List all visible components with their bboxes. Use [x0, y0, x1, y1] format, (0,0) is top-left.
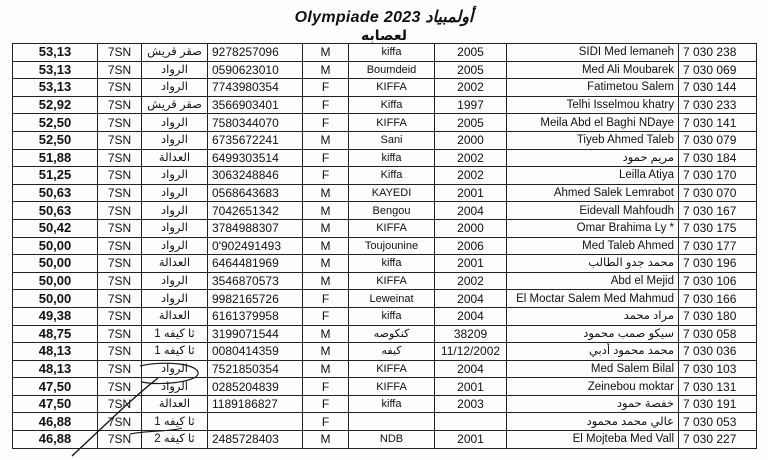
- id-cell: 7 030 053: [679, 413, 757, 431]
- birthplace-cell: KIFFA: [349, 219, 435, 237]
- score-cell: 50,00: [13, 255, 98, 273]
- sex-cell: M: [303, 44, 349, 62]
- birthplace-cell: KIFFA: [349, 360, 435, 378]
- id-cell: 7 030 233: [679, 96, 757, 114]
- sex-cell: M: [303, 131, 349, 149]
- school-cell: الرواد: [142, 114, 208, 132]
- school-cell: ثا كيفه 1: [142, 413, 208, 431]
- class-cell: 7SN: [98, 395, 142, 413]
- school-cell: الرواد: [142, 290, 208, 308]
- sex-cell: M: [303, 61, 349, 79]
- score-cell: 49,38: [13, 307, 98, 325]
- id-cell: 7 030 079: [679, 131, 757, 149]
- school-cell: ثا كيفه 1: [142, 343, 208, 361]
- id-cell: 7 030 036: [679, 343, 757, 361]
- score-cell: 50,00: [13, 272, 98, 290]
- table-row: [13, 272, 757, 290]
- table-row: [13, 149, 757, 167]
- id-cell: 7 030 069: [679, 61, 757, 79]
- page-subtitle: لعصابه: [361, 27, 407, 43]
- table-row: [13, 395, 757, 413]
- school-cell: الرواد: [142, 360, 208, 378]
- id-cell: 7 030 196: [679, 255, 757, 273]
- id-cell: 7 030 175: [679, 219, 757, 237]
- sex-cell: F: [303, 395, 349, 413]
- table-row: [13, 114, 757, 132]
- birthyear-cell: 38209: [435, 325, 507, 343]
- name-cell: Eidevall Mahfoudh: [507, 202, 679, 220]
- phone-cell: [208, 413, 303, 431]
- phone-cell: 3063248846: [208, 167, 303, 185]
- table-row: [13, 413, 757, 431]
- score-cell: 50,63: [13, 184, 98, 202]
- class-cell: 7SN: [98, 307, 142, 325]
- class-cell: 7SN: [98, 167, 142, 185]
- score-cell: 53,13: [13, 79, 98, 97]
- phone-cell: 0285204839: [208, 378, 303, 396]
- phone-cell: 6464481969: [208, 255, 303, 273]
- class-cell: 7SN: [98, 44, 142, 62]
- class-cell: 7SN: [98, 431, 142, 449]
- phone-cell: 7042651342: [208, 202, 303, 220]
- school-cell: العدالة: [142, 149, 208, 167]
- class-cell: 7SN: [98, 255, 142, 273]
- birthyear-cell: 2004: [435, 307, 507, 325]
- birthyear-cell: 2005: [435, 114, 507, 132]
- id-cell: 7 030 238: [679, 44, 757, 62]
- school-cell: صقر قريش: [142, 96, 208, 114]
- birthplace-cell: Toujounine: [349, 237, 435, 255]
- table-row: [13, 79, 757, 97]
- birthyear-cell: 2001: [435, 378, 507, 396]
- class-cell: 7SN: [98, 272, 142, 290]
- sex-cell: M: [303, 431, 349, 449]
- phone-cell: 7521850354: [208, 360, 303, 378]
- phone-cell: 0080414359: [208, 343, 303, 361]
- birthyear-cell: 2002: [435, 149, 507, 167]
- name-cell: محمد جدو الطالب: [507, 255, 679, 273]
- sex-cell: F: [303, 167, 349, 185]
- class-cell: 7SN: [98, 114, 142, 132]
- class-cell: 7SN: [98, 325, 142, 343]
- birthyear-cell: 2004: [435, 290, 507, 308]
- birthplace-cell: kiffa: [349, 255, 435, 273]
- birthplace-cell: كيفه: [349, 343, 435, 361]
- birthplace-cell: Leweinat: [349, 290, 435, 308]
- name-cell: مريم حمود: [507, 149, 679, 167]
- class-cell: 7SN: [98, 290, 142, 308]
- class-cell: 7SN: [98, 219, 142, 237]
- birthplace-cell: Boumdeid: [349, 61, 435, 79]
- score-cell: 50,00: [13, 237, 98, 255]
- sex-cell: M: [303, 360, 349, 378]
- score-cell: 46,88: [13, 431, 98, 449]
- id-cell: 7 030 166: [679, 290, 757, 308]
- class-cell: 7SN: [98, 61, 142, 79]
- class-cell: 7SN: [98, 131, 142, 149]
- score-cell: 52,50: [13, 114, 98, 132]
- birthyear-cell: 2000: [435, 219, 507, 237]
- name-cell: SIDI Med lemaneh: [507, 44, 679, 62]
- sex-cell: F: [303, 307, 349, 325]
- table-row: [13, 96, 757, 114]
- name-cell: مراد محمد: [507, 307, 679, 325]
- birthplace-cell: KIFFA: [349, 114, 435, 132]
- birthplace-cell: Bengou: [349, 202, 435, 220]
- table-row: [13, 343, 757, 361]
- sex-cell: M: [303, 272, 349, 290]
- sex-cell: F: [303, 290, 349, 308]
- birthplace-cell: NDB: [349, 431, 435, 449]
- sex-cell: M: [303, 325, 349, 343]
- sex-cell: M: [303, 343, 349, 361]
- table-row: [13, 202, 757, 220]
- birthyear-cell: 2002: [435, 79, 507, 97]
- birthplace-cell: [349, 413, 435, 431]
- table-body: [13, 44, 757, 449]
- id-cell: 7 030 106: [679, 272, 757, 290]
- id-cell: 7 030 103: [679, 360, 757, 378]
- id-cell: 7 030 141: [679, 114, 757, 132]
- score-cell: 50,00: [13, 290, 98, 308]
- phone-cell: 7580344070: [208, 114, 303, 132]
- score-cell: 51,25: [13, 167, 98, 185]
- name-cell: محمد محمود أدبي: [507, 343, 679, 361]
- birthplace-cell: Sani: [349, 131, 435, 149]
- sex-cell: M: [303, 219, 349, 237]
- school-cell: الرواد: [142, 219, 208, 237]
- id-cell: 7 030 058: [679, 325, 757, 343]
- school-cell: الرواد: [142, 237, 208, 255]
- name-cell: Omar Brahima Ly *: [507, 219, 679, 237]
- phone-cell: 9278257096: [208, 44, 303, 62]
- table-row: [13, 307, 757, 325]
- name-cell: Abd el Mejid: [507, 272, 679, 290]
- sex-cell: M: [303, 255, 349, 273]
- phone-cell: 9982165726: [208, 290, 303, 308]
- birthyear-cell: 2004: [435, 202, 507, 220]
- score-cell: 46,88: [13, 413, 98, 431]
- table-row: [13, 431, 757, 449]
- birthyear-cell: 2004: [435, 360, 507, 378]
- phone-cell: 1189186827: [208, 395, 303, 413]
- phone-cell: 6161379958: [208, 307, 303, 325]
- score-cell: 53,13: [13, 61, 98, 79]
- table-row: [13, 255, 757, 273]
- class-cell: 7SN: [98, 378, 142, 396]
- class-cell: 7SN: [98, 149, 142, 167]
- birthplace-cell: كنكوصه: [349, 325, 435, 343]
- phone-cell: 3546870573: [208, 272, 303, 290]
- name-cell: سيكو صمب محمود: [507, 325, 679, 343]
- birthplace-cell: KAYEDI: [349, 184, 435, 202]
- table-row: [13, 325, 757, 343]
- sex-cell: F: [303, 413, 349, 431]
- sex-cell: F: [303, 114, 349, 132]
- sex-cell: F: [303, 149, 349, 167]
- id-cell: 7 030 167: [679, 202, 757, 220]
- birthplace-cell: kiffa: [349, 307, 435, 325]
- score-cell: 50,42: [13, 219, 98, 237]
- table-row: [13, 237, 757, 255]
- score-cell: 47,50: [13, 378, 98, 396]
- phone-cell: 3784988307: [208, 219, 303, 237]
- school-cell: العدالة: [142, 395, 208, 413]
- sex-cell: F: [303, 79, 349, 97]
- table-row: [13, 167, 757, 185]
- birthyear-cell: 2005: [435, 61, 507, 79]
- id-cell: 7 030 170: [679, 167, 757, 185]
- school-cell: صقر قريش: [142, 44, 208, 62]
- class-cell: 7SN: [98, 184, 142, 202]
- name-cell: Med Salem Bilal: [507, 360, 679, 378]
- birthplace-cell: kiffa: [349, 44, 435, 62]
- birthyear-cell: 11/12/2002: [435, 343, 507, 361]
- name-cell: Zeinebou moktar: [507, 378, 679, 396]
- birthyear-cell: 2000: [435, 131, 507, 149]
- score-cell: 50,63: [13, 202, 98, 220]
- birthplace-cell: kiffa: [349, 149, 435, 167]
- school-cell: الرواد: [142, 202, 208, 220]
- class-cell: 7SN: [98, 96, 142, 114]
- score-cell: 48,75: [13, 325, 98, 343]
- birthyear-cell: 2005: [435, 44, 507, 62]
- table-row: [13, 184, 757, 202]
- phone-cell: 2485728403: [208, 431, 303, 449]
- school-cell: الرواد: [142, 167, 208, 185]
- name-cell: Med Taleb Ahmed: [507, 237, 679, 255]
- sex-cell: F: [303, 378, 349, 396]
- birthyear-cell: 2002: [435, 167, 507, 185]
- class-cell: 7SN: [98, 79, 142, 97]
- score-cell: 48,13: [13, 360, 98, 378]
- birthyear-cell: 2006: [435, 237, 507, 255]
- school-cell: الرواد: [142, 131, 208, 149]
- school-cell: الرواد: [142, 272, 208, 290]
- school-cell: الرواد: [142, 184, 208, 202]
- name-cell: Tiyeb Ahmed Taleb: [507, 131, 679, 149]
- birthyear-cell: 2003: [435, 395, 507, 413]
- phone-cell: 6499303514: [208, 149, 303, 167]
- sex-cell: M: [303, 237, 349, 255]
- score-cell: 47,50: [13, 395, 98, 413]
- school-cell: الرواد: [142, 378, 208, 396]
- id-cell: 7 030 177: [679, 237, 757, 255]
- name-cell: عالي محمد محمود: [507, 413, 679, 431]
- birthplace-cell: Kiffa: [349, 167, 435, 185]
- sex-cell: M: [303, 184, 349, 202]
- score-cell: 52,50: [13, 131, 98, 149]
- birthyear-cell: 2001: [435, 184, 507, 202]
- phone-cell: 7743980354: [208, 79, 303, 97]
- school-cell: الرواد: [142, 61, 208, 79]
- phone-cell: 0590623010: [208, 61, 303, 79]
- id-cell: 7 030 131: [679, 378, 757, 396]
- phone-cell: 6735672241: [208, 131, 303, 149]
- birthplace-cell: KIFFA: [349, 79, 435, 97]
- class-cell: 7SN: [98, 360, 142, 378]
- phone-cell: 3566903401: [208, 96, 303, 114]
- table-row: [13, 131, 757, 149]
- table-row: [13, 61, 757, 79]
- school-cell: ثا كيفه 2: [142, 431, 208, 449]
- name-cell: خفصة حمود: [507, 395, 679, 413]
- phone-cell: 0'902491493: [208, 237, 303, 255]
- name-cell: Med Ali Moubarek: [507, 61, 679, 79]
- birthyear-cell: 2001: [435, 431, 507, 449]
- score-cell: 48,13: [13, 343, 98, 361]
- phone-cell: 3199071544: [208, 325, 303, 343]
- birthplace-cell: KIFFA: [349, 272, 435, 290]
- school-cell: ثا كيفه 1: [142, 325, 208, 343]
- school-cell: العدالة: [142, 307, 208, 325]
- class-cell: 7SN: [98, 237, 142, 255]
- name-cell: Ahmed Salek Lemrabot: [507, 184, 679, 202]
- table-row: [13, 44, 757, 62]
- birthyear-cell: 2002: [435, 272, 507, 290]
- name-cell: El Moctar Salem Med Mahmud: [507, 290, 679, 308]
- name-cell: Fatimetou Salem: [507, 79, 679, 97]
- birthyear-cell: 2001: [435, 255, 507, 273]
- class-cell: 7SN: [98, 413, 142, 431]
- page-title: Olympiade 2023 أولمبياد: [294, 9, 474, 26]
- id-cell: 7 030 227: [679, 431, 757, 449]
- id-cell: 7 030 180: [679, 307, 757, 325]
- score-cell: 51,88: [13, 149, 98, 167]
- birthyear-cell: [435, 413, 507, 431]
- table-row: [13, 290, 757, 308]
- table-row: [13, 378, 757, 396]
- score-cell: 53,13: [13, 44, 98, 62]
- name-cell: Meila Abd el Baghi NDaye: [507, 114, 679, 132]
- sex-cell: F: [303, 96, 349, 114]
- birthplace-cell: kiffa: [349, 395, 435, 413]
- table-row: [13, 360, 757, 378]
- id-cell: 7 030 184: [679, 149, 757, 167]
- name-cell: Telhi Isselmou khatry: [507, 96, 679, 114]
- class-cell: 7SN: [98, 202, 142, 220]
- birthyear-cell: 1997: [435, 96, 507, 114]
- id-cell: 7 030 144: [679, 79, 757, 97]
- name-cell: El Mojteba Med Vall: [507, 431, 679, 449]
- id-cell: 7 030 191: [679, 395, 757, 413]
- score-cell: 52,92: [13, 96, 98, 114]
- phone-cell: 0568643683: [208, 184, 303, 202]
- results-table: [12, 43, 757, 449]
- name-cell: Leilla Atiya: [507, 167, 679, 185]
- sex-cell: M: [303, 202, 349, 220]
- id-cell: 7 030 070: [679, 184, 757, 202]
- class-cell: 7SN: [98, 343, 142, 361]
- table-row: [13, 219, 757, 237]
- birthplace-cell: KIFFA: [349, 378, 435, 396]
- school-cell: الرواد: [142, 79, 208, 97]
- birthplace-cell: Kiffa: [349, 96, 435, 114]
- school-cell: العدالة: [142, 255, 208, 273]
